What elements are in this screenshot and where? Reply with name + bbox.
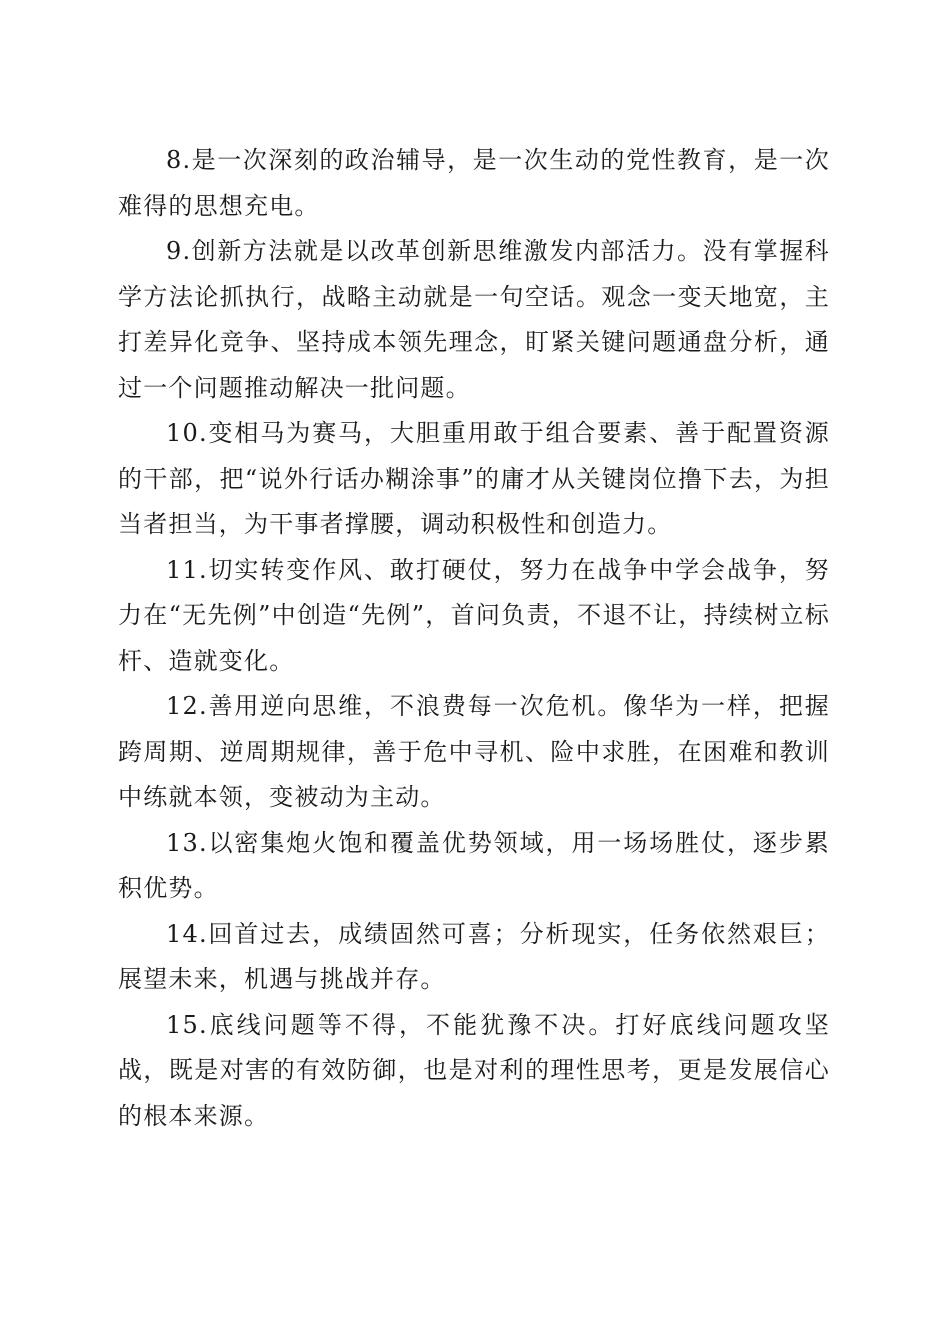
paragraph-10: 10.变相马为赛马，大胆重用敢于组合要素、善于配置资源的干部，把“说外行话办糊涂事”的庸才从关键岗位撸下去，为担当者担当，为干事者撑腰，调动积极性和创造力。 [118, 419, 830, 538]
paragraph-13: 13.以密集炮火饱和覆盖优势领域，用一场场胜仗，逐步累积优势。 [118, 828, 830, 902]
paragraph-9: 9.创新方法就是以改革创新思维激发内部活力。没有掌握科学方法论抓执行，战略主动就是一句空话。观念一变天地宽，主打差异化竞争、坚持成本领先理念，盯紧关键问题通盘分析，通过一个问题推动解决一批问题。 [118, 237, 830, 402]
document-page [118, 138, 830, 1139]
paragraph-8: 8.是一次深刻的政治辅导，是一次生动的党性教育，是一次难得的思想充电。 [118, 146, 830, 220]
paragraph-15: 15.底线问题等不得，不能犹豫不决。打好底线问题攻坚战，既是对害的有效防御，也是对利的理性思考，更是发展信心的根本来源。 [118, 1010, 830, 1130]
paragraph-12: 12.善用逆向思维，不浪费每一次危机。像华为一样，把握跨周期、逆周期规律，善于危中寻机、险中求胜，在困难和教训中练就本领，变被动为主动。 [118, 692, 830, 811]
paragraph-14: 14.回首过去，成绩固然可喜；分析现实，任务依然艰巨；展望未来，机遇与挑战并存。 [118, 919, 830, 993]
paragraph-11: 11.切实转变作风、敢打硬仗，努力在战争中学会战争，努力在“无先例”中创造“先例”，首问负责，不退不让，持续树立标杆、造就变化。 [118, 555, 830, 675]
